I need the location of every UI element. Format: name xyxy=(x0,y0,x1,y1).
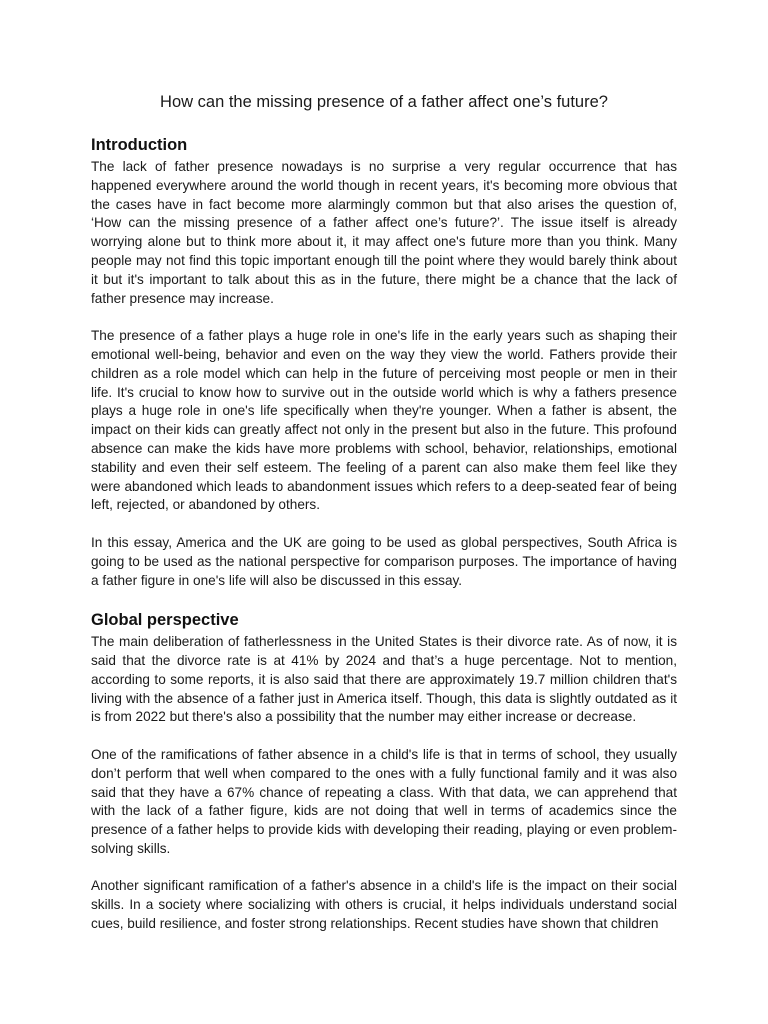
section-global-perspective xyxy=(91,609,677,934)
paragraph: The main deliberation of fatherlessness in the United States is their divorce rate. As of now, it is said that the divorce rate is at 41% by 2024 and that’s a huge percentage. Not to mention, according to some reports, it is also said that there are approximately 19.7 million children that's living with the absence of a father just in America itself. Though, this data is slightly outdated as it is from 2022 but there's also a possibility that the number may either increase or decrease. xyxy=(91,634,677,725)
section-heading: Global perspective xyxy=(91,611,239,630)
document-title: How can the missing presence of a father affect one’s future? xyxy=(160,93,608,111)
paragraph: Another significant ramification of a father's absence in a child's life is the impact on their social skills. In a society where socializing with others is crucial, it helps individuals understand social cues, build resilience, and foster strong relationships. Recent studies have shown that children xyxy=(91,878,677,932)
paragraph: One of the ramifications of father absence in a child's life is that in terms of school, they usually don’t perform that well when compared to the ones with a fully functional family and it was also said that they have a 67% chance of repeating a class. With that data, we can apprehend that with the lack of a father figure, kids are not doing that well in terms of academics since the presence of a father helps to provide kids with developing their reading, playing or even problem-solving skills. xyxy=(91,746,677,856)
section-introduction xyxy=(91,134,677,590)
paragraph: In this essay, America and the UK are going to be used as global perspectives, South Africa is going to be used as the national perspective for comparison purposes. The importance of having a father figure in one's life will also be discussed in this essay. xyxy=(91,534,677,588)
paragraph: The lack of father presence nowadays is no surprise a very regular occurrence that has happened everywhere around the world though in recent years, it's becoming more obvious that the cases have in fact become more alarmingly common but that also arises the question of, ‘How can the missing presence of a father affect one’s future?’. The issue itself is already worrying alone but to think more about it, it may affect one's future more than you think. Many people may not find this topic important enough till the point where they would barely think about it but it's important to talk about this as in the future, there might be a chance that the lack of father presence may increase. xyxy=(91,159,677,306)
section-heading: Introduction xyxy=(91,136,188,154)
paragraph: The presence of a father plays a huge role in one's life in the early years such as shaping their emotional well-being, behavior and even on the way they view the world. Fathers provide their children as a role model which can help in the future of perceiving most people or men in their life. It's crucial to know how to survive out in the outside world which is why a fathers presence plays a huge role in one's life specifically when they're younger. When a father is absent, the impact on their kids can greatly affect not only in the present but also in the future. This profound absence can make the kids have more problems with school, behavior, relationships, emotional stability and even their self esteem. The feeling of a parent can also make them feel like they were abandoned which leads to abandonment issues which refers to a deep-seated fear of being left, rejected, or abandoned by others. xyxy=(91,328,677,513)
